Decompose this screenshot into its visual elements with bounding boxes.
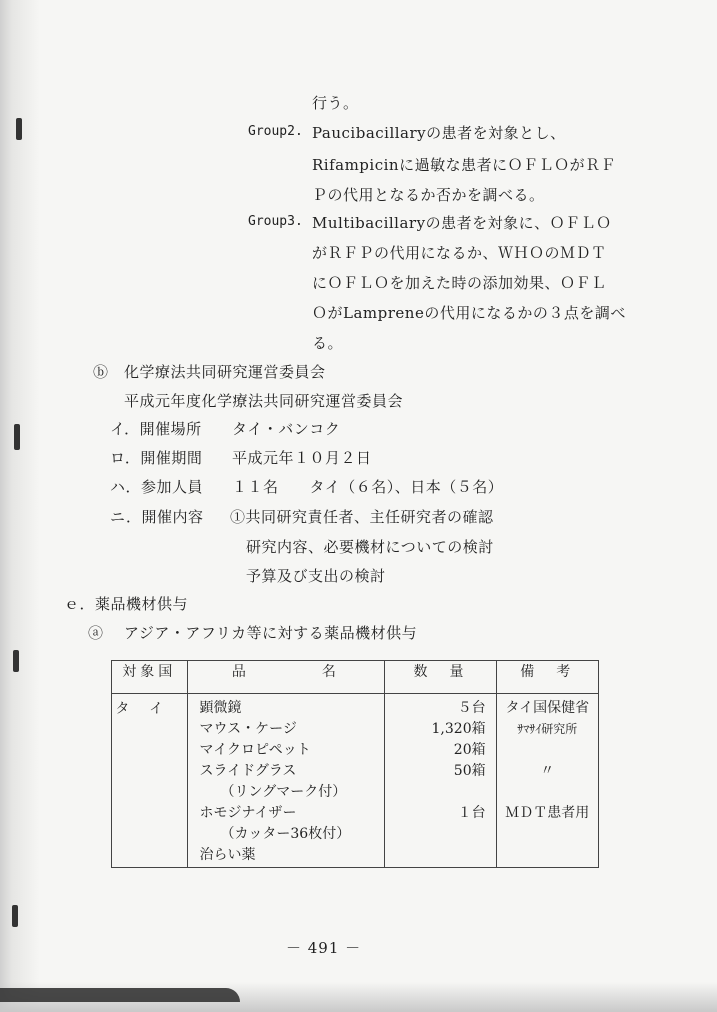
item-name: （カッター36枚付） (199, 826, 351, 842)
text-line: Ｐの代用となるか否かを調べる。 (312, 186, 545, 204)
note: ｻﾏｻｲ研究所 (517, 722, 578, 736)
text-line: Paucibacillaryの患者を対象とし、 (312, 124, 566, 142)
quantity (385, 845, 485, 866)
quantity (385, 824, 485, 845)
section-title: 化学療法共同研究運営委員会 (124, 363, 326, 381)
item-value: 平成元年１０月２日 (232, 449, 372, 467)
quantity: 50箱 (453, 763, 486, 779)
item-label: ロ．開催期間 (110, 449, 203, 467)
country-cell: タイ (112, 694, 188, 868)
quantity: 1,320箱 (431, 721, 486, 737)
binder-edge (0, 0, 40, 1012)
text-line: にＯＦＬＯを加えた時の添加効果、ＯＦＬ (312, 274, 607, 292)
quantities-cell (385, 694, 496, 868)
item-label: ニ．開催内容 (110, 508, 204, 526)
item-name: 治らい薬 (199, 847, 256, 863)
text-line: Multibacillaryの患者を対象に、ＯＦＬＯ (312, 214, 612, 232)
note (497, 740, 598, 761)
quantity: １台 (457, 805, 486, 821)
section-title: アジア・アフリカ等に対する薬品機材供与 (124, 624, 418, 642)
text-line: Rifampicinに過敏な患者にＯＦＬＯがＲＦ (312, 156, 617, 174)
header-quantity: 数 量 (385, 661, 496, 694)
item-value: １１名 タイ（６名）、日本（５名） (232, 478, 504, 496)
section-subtitle: 平成元年度化学療法共同研究運営委員会 (124, 392, 404, 410)
item-value: タイ・バンコク (232, 420, 341, 438)
equipment-table (111, 660, 599, 868)
text-line: がＲＦＰの代用になるか、ＷＨＯのＭＤＴ (312, 244, 607, 262)
group3-label: Group3. (248, 214, 303, 229)
note (497, 782, 598, 803)
header-country: 対象国 (112, 661, 188, 694)
item-label: ハ．参加人員 (110, 478, 204, 496)
item-value: 研究内容、必要機材についての検討 (246, 538, 494, 556)
item-value: ①共同研究責任者、主任研究者の確認 (230, 508, 494, 526)
item-name: マウス・ケージ (199, 721, 297, 737)
item-value: 予算及び支出の検討 (246, 567, 386, 585)
table-header-row (112, 661, 599, 694)
quantity: 20箱 (453, 742, 486, 758)
binder-hole-mark (13, 650, 19, 672)
quantity (385, 782, 485, 803)
note: タイ国保健省 (505, 700, 590, 716)
note (497, 824, 598, 845)
text-line: る。 (312, 334, 344, 352)
group2-label: Group2. (248, 124, 303, 139)
table-row (112, 694, 599, 868)
section-marker: ⓑ (93, 363, 109, 381)
scan-smudge (0, 988, 240, 1002)
item-name: ホモジナイザー (199, 805, 297, 821)
item-name: マイクロピペット (199, 742, 311, 758)
text-line: ＯがLampreneの代用になるかの３点を調べ (312, 304, 626, 322)
header-item-name: 品 名 (187, 661, 385, 694)
item-names-cell (187, 694, 385, 868)
notes-cell (496, 694, 598, 868)
header-notes: 備 考 (496, 661, 598, 694)
section-e-title: ｅ．薬品機材供与 (64, 595, 189, 613)
item-name: スライドグラス (199, 763, 297, 779)
note: ＭＤＴ患者用 (505, 805, 590, 821)
item-label: イ．開催場所 (110, 420, 202, 438)
quantity: ５台 (457, 700, 486, 716)
item-name: （リングマーク付） (199, 784, 347, 800)
item-name: 顕微鏡 (199, 700, 242, 716)
note: 〃 (540, 763, 555, 779)
binder-hole-mark (14, 424, 20, 450)
note (497, 845, 598, 866)
text-line: 行う。 (312, 94, 359, 112)
binder-hole-mark (12, 905, 18, 927)
page-number: － 491 － (286, 939, 362, 957)
section-marker: ⓐ (88, 624, 104, 642)
binder-hole-mark (16, 118, 22, 140)
